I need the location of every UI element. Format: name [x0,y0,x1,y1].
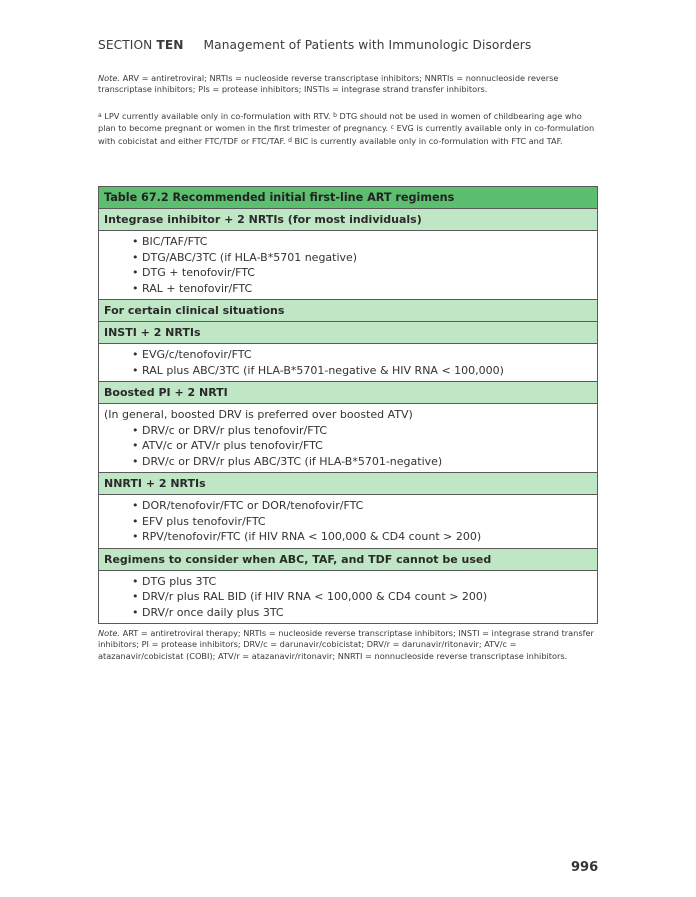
regimen-item: • DTG + tenofovir/FTC [142,265,592,281]
footnote-b-mark: b [333,112,337,119]
footnote-d: BIC is currently available only in co-formulation with FTC and TAF. [294,135,563,146]
note-text: ART = antiretroviral therapy; NRTIs = nucleoside reverse transcriptase inhibitors; INSTI = integrase strand transfer inhibitors; PI = protease inhibitors; DRV/c = darunavir/cobicistat; DRV/r = darunavir/ritonavir; ATV/c = atazanavir/cobicistat (COBI); ATV/r = atazanavir/ritonavir; NNRTI = nonnucleoside reverse transcriptase inhibitors. [98,628,594,661]
footnote-d-mark: d [288,136,292,144]
regimen-item: • ATV/c or ATV/r plus tenofovir/FTC [142,438,592,454]
footnote-a-mark: a [98,112,102,119]
section-title: Management of Patients with Immunologic Disorders [203,38,532,52]
table-section-body [99,404,597,473]
table-title: Table 67.2 Recommended initial first-line ART regimens [99,187,597,209]
regimen-item: • DTG plus 3TC [142,574,592,590]
section-intro: (In general, boosted DRV is preferred over boosted ATV) [104,408,413,421]
footnote-c: EVG is currently available only in co-formulation with cobicistat and either FTC/TDF or FTC/TAF. [98,123,595,146]
note-label: Note. [98,73,120,83]
note-text: ARV = antiretroviral; NRTIs = nucleoside reverse transcriptase inhibitors; NNRTIs = nonnucleoside reverse transcriptase inhibitors; PIs = protease inhibitors; INSTIs = integrase strand transfer inhibitors. [98,73,559,95]
regimen-item: • BIC/TAF/FTC [142,234,592,250]
regimen-item: • DTG/ABC/3TC (if HLA-B*5701 negative) [142,250,592,266]
running-header [98,38,531,52]
section-word: SECTION [98,38,153,52]
table-section-body [99,231,597,300]
table-section-heading: INSTI + 2 NRTIs [99,322,597,344]
regimen-item: • DOR/tenofovir/FTC or DOR/tenofovir/FTC [142,498,592,514]
regimen-item: • EVG/c/tenofovir/FTC [142,347,592,363]
regimen-item: • RAL plus ABC/3TC (if HLA-B*5701-negative & HIV RNA < 100,000) [142,363,592,379]
note-label: Note. [98,628,120,638]
regimen-item: • RAL + tenofovir/FTC [142,281,592,297]
abbreviation-note-top [98,73,600,96]
section-number: TEN [156,38,184,52]
regimens-table [98,186,598,624]
table-section-heading: Boosted PI + 2 NRTI [99,382,597,404]
regimen-item: • DRV/c or DRV/r plus ABC/3TC (if HLA-B*5701-negative) [142,454,592,470]
table-section-heading: Integrase inhibitor + 2 NRTIs (for most individuals) [99,209,597,231]
footnote-c-mark: c [390,124,395,132]
regimen-item: • EFV plus tenofovir/FTC [142,514,592,530]
regimen-item: • DRV/r plus RAL BID (if HIV RNA < 100,000 & CD4 count > 200) [142,589,592,605]
table-section-body [99,344,597,382]
regimen-item: • DRV/c or DRV/r plus tenofovir/FTC [142,423,592,439]
page-number: 996 [571,860,599,875]
table-section-body [99,495,597,549]
table-section-heading: For certain clinical situations [99,300,597,322]
regimen-item: • RPV/tenofovir/FTC (if HIV RNA < 100,000 & CD4 count > 200) [142,529,592,545]
table-section-heading: Regimens to consider when ABC, TAF, and TDF cannot be used [99,549,597,571]
footnote-b: DTG should not be used in women of childbearing age who plan to become pregnant or women in the first trimester of pregnancy. [98,111,582,134]
table-footnotes [98,110,600,147]
table-section-body [99,571,597,624]
regimen-item: • DRV/r once daily plus 3TC [142,605,592,621]
abbreviation-note-bottom [98,628,600,662]
footnote-a: LPV currently available only in co-formulation with RTV. [104,111,331,121]
table-section-heading: NNRTI + 2 NRTIs [99,473,597,495]
